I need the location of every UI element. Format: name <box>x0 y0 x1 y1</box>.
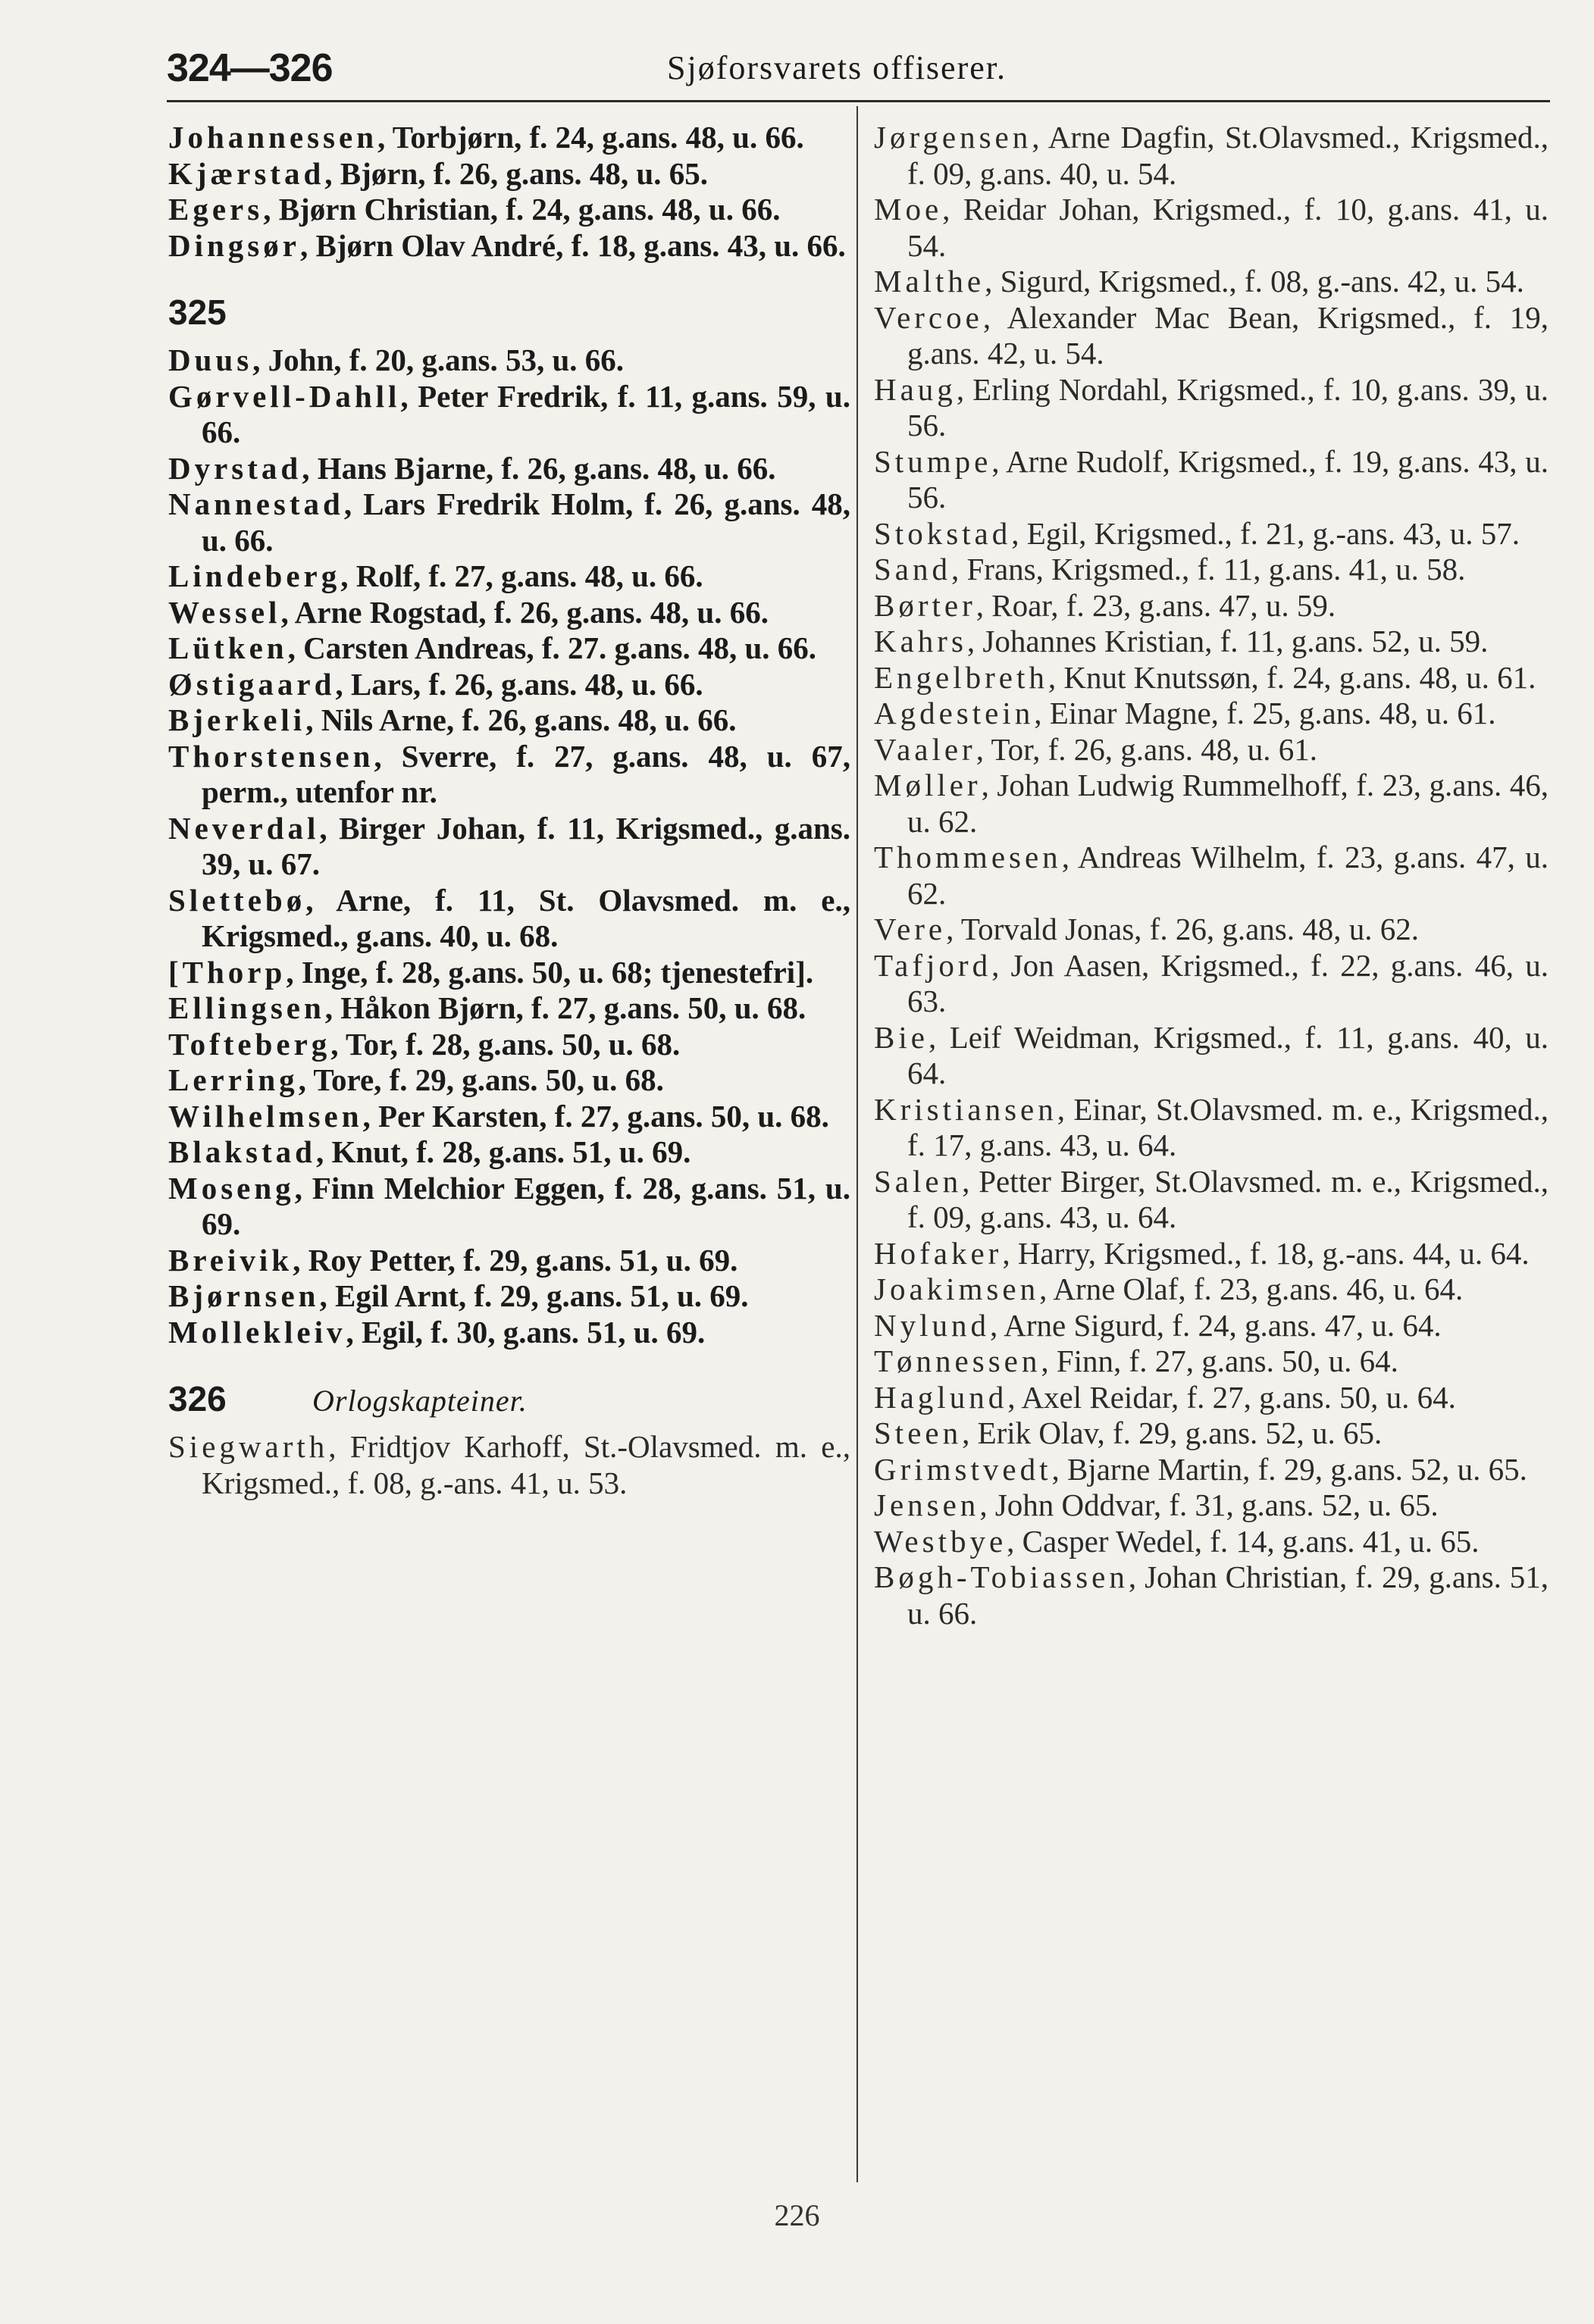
officer-entry <box>874 264 1549 300</box>
officer-details: , Bjørn Christian, f. 24, g.ans. 48, u. 66. <box>263 192 781 227</box>
officer-details: , Bjørn, f. 26, g.ans. 48, u. 65. <box>324 155 708 191</box>
officer-surname: Jensen <box>874 1487 980 1522</box>
officer-details: , Erling Nordahl, Krigsmed., f. 10, g.ans. 39, u. 56. <box>907 371 1549 443</box>
officer-surname: Moe <box>874 192 943 227</box>
header-rule <box>167 100 1550 102</box>
officer-entry <box>168 811 850 883</box>
officer-surname: Lerring <box>168 1062 299 1097</box>
officer-entry <box>168 955 850 991</box>
officer-surname: Lindeberg <box>168 558 341 593</box>
officer-details: , Arne Rudolf, Krigsmed., f. 19, g.ans. 43, u. 56. <box>907 443 1549 515</box>
officer-entry <box>874 588 1549 624</box>
section-number: 326 <box>168 1379 227 1418</box>
officer-surname: Haug <box>874 371 957 407</box>
officer-surname: Hofaker <box>874 1235 1003 1271</box>
officer-surname: Kristiansen <box>874 1091 1057 1127</box>
officer-entry <box>874 624 1549 660</box>
officer-surname: Mollekleiv <box>168 1314 346 1350</box>
officer-entry <box>168 1134 850 1171</box>
officer-details: , Andreas Wilhelm, f. 23, g.ans. 47, u. 62. <box>907 840 1549 911</box>
officer-entry <box>874 1020 1549 1092</box>
officer-surname: Bjerkeli <box>168 702 306 737</box>
officer-details: , Johannes Kristian, f. 11, g.ans. 52, u. 59. <box>966 624 1489 658</box>
section-heading-325 <box>168 289 850 335</box>
officer-details: , Arne Sigurd, f. 24, g.ans. 47, u. 64. <box>990 1307 1442 1343</box>
officer-details: , Torbjørn, f. 24, g.ans. 48, u. 66. <box>377 120 804 155</box>
officer-entry <box>874 912 1549 948</box>
officer-surname: Neverdal <box>168 810 320 846</box>
officer-entry <box>874 732 1549 768</box>
officer-surname: Grimstvedt <box>874 1451 1052 1487</box>
officer-surname: Bøgh-Tobiassen <box>874 1559 1129 1594</box>
officer-details: , Knut Knutssøn, f. 24, g.ans. 48, u. 61. <box>1048 659 1536 695</box>
officer-entry <box>168 558 850 595</box>
officer-surname: Sand <box>874 552 951 586</box>
section-title: Orlogskapteiner. <box>312 1384 528 1418</box>
officer-details: , Tor, f. 28, g.ans. 50, u. 68. <box>330 1026 681 1062</box>
officer-details: , Birger Johan, f. 11, Krigsmed., g.ans. 39, u. 67. <box>202 810 850 881</box>
officer-entry <box>874 696 1549 732</box>
left-column <box>168 120 850 1501</box>
officer-surname: Blakstad <box>168 1134 316 1169</box>
entry-list <box>168 343 850 1350</box>
section-number: 325 <box>168 292 227 332</box>
officer-surname: Vaaler <box>874 731 976 767</box>
officer-details: , Leif Weidman, Krigsmed., f. 11, g.ans. 40, u. 64. <box>907 1019 1549 1090</box>
officer-details: , Bjørn Olav André, f. 18, g.ans. 43, u. 66. <box>299 227 846 263</box>
officer-surname: Engelbreth <box>874 659 1048 695</box>
officer-entry <box>874 1415 1549 1452</box>
officer-surname: Thorstensen <box>168 738 374 774</box>
officer-entry <box>874 300 1549 372</box>
officer-details: , Erik Olav, f. 29, g.ans. 52, u. 65. <box>962 1415 1383 1450</box>
officer-entry <box>874 552 1549 588</box>
officer-entry <box>874 1236 1549 1272</box>
officer-details: , Arne Dagfin, St.Olavsmed., Krigsmed., f. 09, g.ans. 40, u. 54. <box>907 120 1549 191</box>
officer-details: , Bjarne Martin, f. 29, g.ans. 52, u. 65. <box>1051 1451 1527 1487</box>
officer-surname: Moseng <box>168 1170 295 1206</box>
officer-entry <box>168 595 850 631</box>
officer-details: , Johan Ludwig Rummelhoff, f. 23, g.ans. 46, u. 62. <box>907 768 1549 839</box>
officer-details: , Lars Fredrik Holm, f. 26, g.ans. 48, u. 66. <box>202 486 850 558</box>
officer-surname: Bie <box>874 1019 929 1055</box>
officer-details: , Rolf, f. 27, g.ans. 48, u. 66. <box>340 558 703 593</box>
officer-entry <box>168 1429 850 1501</box>
officer-surname: Nylund <box>874 1307 990 1343</box>
officer-surname: Siegwarth <box>168 1429 329 1464</box>
officer-entry <box>168 883 850 955</box>
officer-entry <box>168 667 850 703</box>
officer-entry <box>874 1487 1549 1524</box>
officer-surname: Tafjord <box>874 947 992 983</box>
officer-surname: Gørvell-Dahll <box>168 378 401 414</box>
officer-entry <box>874 1271 1549 1308</box>
officer-details: , Roy Petter, f. 29, g.ans. 51, u. 69. <box>293 1242 738 1278</box>
officer-details: , Sigurd, Krigsmed., f. 08, g.-ans. 42, u. 54. <box>985 264 1524 299</box>
officer-entry <box>874 372 1549 444</box>
officer-surname: Møller <box>874 768 982 802</box>
entry-list <box>168 1429 850 1501</box>
column-divider <box>857 106 858 2182</box>
officer-entry <box>168 990 850 1027</box>
officer-details: , Harry, Krigsmed., f. 18, g.-ans. 44, u. 64. <box>1002 1235 1530 1271</box>
officer-details: , Johan Christian, f. 29, g.ans. 51, u. 66. <box>907 1559 1549 1631</box>
officer-details: , Einar, St.Olavsmed. m. e., Krigsmed., f. 17, g.ans. 43, u. 64. <box>907 1091 1549 1162</box>
officer-entry <box>168 1027 850 1063</box>
officer-entry <box>168 343 850 379</box>
officer-details: , Axel Reidar, f. 27, g.ans. 50, u. 64. <box>1007 1379 1456 1415</box>
officer-surname: Haglund <box>874 1379 1008 1415</box>
officer-surname: Stumpe <box>874 443 992 479</box>
officer-surname: Tønnessen <box>874 1343 1041 1378</box>
officer-surname: Thommesen <box>874 840 1062 874</box>
officer-surname: Dingsør <box>168 227 300 263</box>
officer-details: , Einar Magne, f. 25, g.ans. 48, u. 61. <box>1034 696 1496 730</box>
officer-surname: Joakimsen <box>874 1271 1040 1306</box>
officer-entry <box>874 1380 1549 1416</box>
officer-details: , Arne, f. 11, St. Olavsmed. m. e., Krigsmed., g.ans. 40, u. 68. <box>202 882 850 953</box>
officer-surname: Duus <box>168 343 253 377</box>
entry-list <box>874 120 1549 1631</box>
officer-surname: Johannessen <box>168 120 378 155</box>
officer-surname: Vercoe <box>874 299 983 335</box>
officer-entry <box>168 1062 850 1099</box>
officer-entry <box>874 1092 1549 1164</box>
officer-surname: Stokstad <box>874 515 1012 551</box>
officer-details: , Finn Melchior Eggen, f. 28, g.ans. 51, u. 69. <box>202 1170 850 1241</box>
officer-entry <box>168 228 850 264</box>
page-header <box>167 45 1550 102</box>
officer-details: , Sverre, f. 27, g.ans. 48, u. 67, perm., utenfor nr. <box>202 738 850 809</box>
officer-surname: Agdestein <box>874 696 1035 730</box>
officer-entry <box>168 120 850 156</box>
officer-details: , Egil, Krigsmed., f. 21, g.-ans. 43, u. 57. <box>1011 515 1520 551</box>
officer-entry <box>874 1164 1549 1236</box>
officer-details: , Alexander Mac Bean, Krigsmed., f. 19, g.ans. 42, u. 54. <box>907 299 1549 371</box>
officer-surname: Østigaard <box>168 666 336 702</box>
officer-entry <box>168 192 850 228</box>
officer-entry <box>168 451 850 487</box>
officer-surname: Kahrs <box>874 624 967 658</box>
officer-entry <box>874 1343 1549 1380</box>
officer-entry <box>168 1278 850 1315</box>
officer-entry <box>874 1524 1549 1560</box>
officer-details: , Carsten Andreas, f. 27. g.ans. 48, u. 66. <box>287 630 817 665</box>
officer-surname: Wessel <box>168 594 281 630</box>
officer-entry <box>874 768 1549 840</box>
officer-details: , Petter Birger, St.Olavsmed. m. e., Krigsmed., f. 09, g.ans. 43, u. 64. <box>907 1163 1549 1234</box>
officer-details: , Egil, f. 30, g.ans. 51, u. 69. <box>346 1314 706 1350</box>
officer-entry <box>168 156 850 192</box>
officer-entry <box>874 120 1549 192</box>
right-column <box>874 120 1549 1631</box>
officer-details: , Peter Fredrik, f. 11, g.ans. 59, u. 66. <box>202 378 850 449</box>
officer-entry <box>168 1315 850 1351</box>
officer-entry <box>874 1452 1549 1488</box>
officer-surname: Lütken <box>168 630 288 665</box>
officer-surname: Salen <box>874 1163 963 1199</box>
officer-details: , Egil Arnt, f. 29, g.ans. 51, u. 69. <box>319 1278 749 1313</box>
officer-details: , Tore, f. 29, g.ans. 50, u. 68. <box>298 1062 664 1097</box>
page-folio: 226 <box>774 2198 820 2232</box>
page-range: 324—326 <box>167 46 333 90</box>
officer-surname: Jørgensen <box>874 120 1032 155</box>
officer-surname: [Thorp <box>168 954 287 990</box>
officer-entry <box>874 516 1549 552</box>
officer-entry <box>874 948 1549 1020</box>
officer-surname: Vere <box>874 912 947 946</box>
officer-details: , Frans, Krigsmed., f. 11, g.ans. 41, u. 58. <box>951 552 1466 586</box>
officer-surname: Westbye <box>874 1523 1007 1559</box>
running-title: Sjøforsvarets offiserer. <box>667 49 1007 86</box>
officer-surname: Bjørnsen <box>168 1278 320 1313</box>
officer-details: , Casper Wedel, f. 14, g.ans. 41, u. 65. <box>1007 1523 1480 1559</box>
officer-surname: Tofteberg <box>168 1026 331 1062</box>
officer-entry <box>874 1308 1549 1344</box>
officer-surname: Dyrstad <box>168 450 302 486</box>
officer-details: , Fridtjov Karhoff, St.-Olavsmed. m. e., Krigsmed., f. 08, g.-ans. 41, u. 53. <box>202 1429 850 1500</box>
officer-details: , Torvald Jonas, f. 26, g.ans. 48, u. 62. <box>946 912 1419 946</box>
officer-surname: Wilhelmsen <box>168 1098 363 1134</box>
officer-details: , Jon Aasen, Krigsmed., f. 22, g.ans. 46, u. 63. <box>907 947 1549 1018</box>
officer-surname: Børter <box>874 587 976 623</box>
officer-details: , Finn, f. 27, g.ans. 50, u. 64. <box>1041 1343 1398 1378</box>
officer-surname: Slettebø <box>168 882 306 918</box>
officer-details: , Arne Rogstad, f. 26, g.ans. 48, u. 66. <box>280 594 769 630</box>
officer-entry <box>874 444 1549 516</box>
officer-entry <box>168 702 850 739</box>
officer-details: , Reidar Johan, Krigsmed., f. 10, g.ans. 41, u. 54. <box>907 192 1549 263</box>
entry-list <box>168 120 850 264</box>
officer-details: , Nils Arne, f. 26, g.ans. 48, u. 66. <box>305 702 737 737</box>
officer-surname: Malthe <box>874 264 985 299</box>
officer-surname: Breivik <box>168 1242 293 1278</box>
officer-surname: Kjærstad <box>168 155 325 191</box>
officer-entry <box>168 739 850 811</box>
officer-details: , Inge, f. 28, g.ans. 50, u. 68; tjenestefri]. <box>286 954 814 990</box>
officer-entry <box>168 486 850 558</box>
officer-details: , John Oddvar, f. 31, g.ans. 52, u. 65. <box>979 1487 1439 1522</box>
officer-entry <box>168 1171 850 1243</box>
officer-entry <box>168 1099 850 1135</box>
officer-surname: Nannestad <box>168 486 344 521</box>
officer-entry <box>168 1243 850 1279</box>
officer-details: , Knut, f. 28, g.ans. 51, u. 69. <box>315 1134 691 1169</box>
officer-details: , Hans Bjarne, f. 26, g.ans. 48, u. 66. <box>302 450 776 486</box>
officer-entry <box>874 192 1549 264</box>
officer-surname: Egers <box>168 192 264 227</box>
officer-details: , Tor, f. 26, g.ans. 48, u. 61. <box>976 731 1317 767</box>
officer-details: , Lars, f. 26, g.ans. 48, u. 66. <box>335 666 703 702</box>
officer-surname: Ellingsen <box>168 990 325 1025</box>
officer-details: , Arne Olaf, f. 23, g.ans. 46, u. 64. <box>1039 1271 1464 1306</box>
officer-details: , Håkon Bjørn, f. 27, g.ans. 50, u. 68. <box>324 990 806 1025</box>
officer-details: , Per Karsten, f. 27, g.ans. 50, u. 68. <box>362 1098 829 1134</box>
officer-details: , John, f. 20, g.ans. 53, u. 66. <box>252 343 624 377</box>
officer-entry <box>874 1559 1549 1631</box>
officer-surname: Steen <box>874 1415 963 1450</box>
officer-details: , Roar, f. 23, g.ans. 47, u. 59. <box>976 587 1336 623</box>
officer-entry <box>874 660 1549 696</box>
officer-entry <box>168 379 850 451</box>
section-heading-326 <box>168 1376 850 1422</box>
officer-entry <box>874 840 1549 912</box>
officer-entry <box>168 630 850 667</box>
